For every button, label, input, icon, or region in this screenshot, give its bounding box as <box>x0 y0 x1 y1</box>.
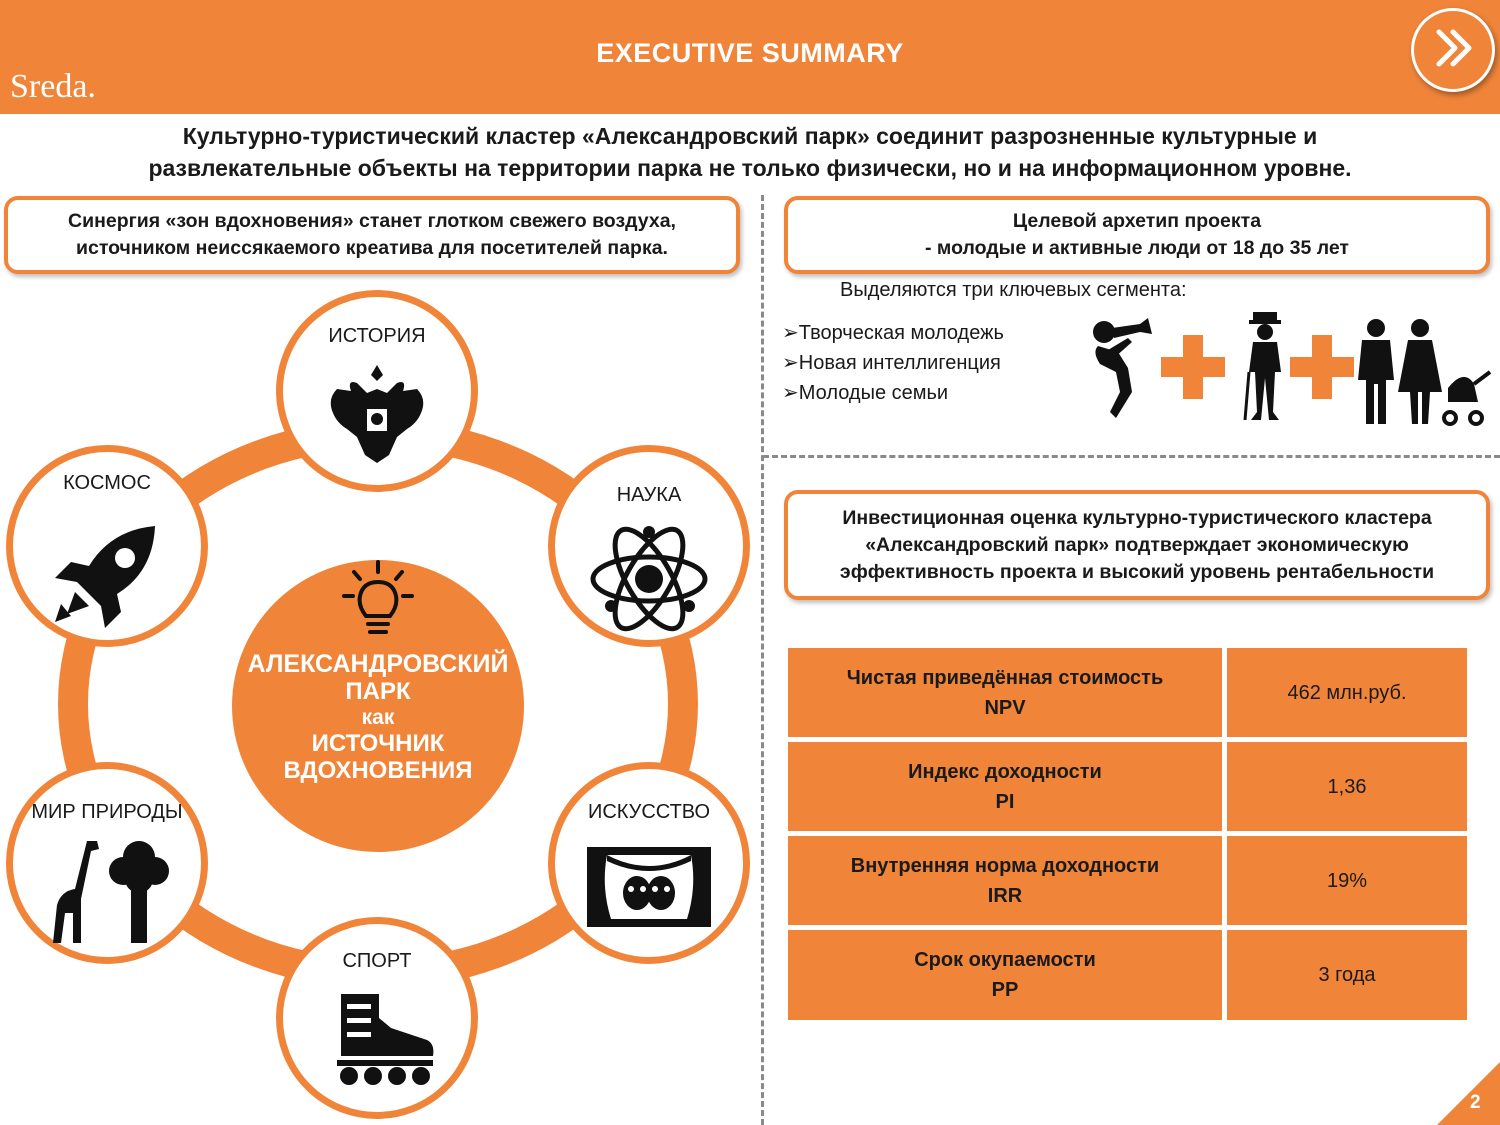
node-space: КОСМОС <box>6 445 208 647</box>
lightbulb-icon <box>338 560 418 642</box>
segments-list <box>782 318 1004 408</box>
slide-title: EXECUTIVE SUMMARY <box>596 38 904 68</box>
double-chevron-right-icon <box>1411 8 1495 92</box>
center-circle: АЛЕКСАНДРОВСКИЙ ПАРК как ИСТОЧНИК ВДОХНОВЕНИЯ <box>232 560 524 852</box>
archetype-box: Целевой архетип проекта - молодые и активные люди от 18 до 35 лет <box>784 196 1490 274</box>
metric-value: 462 млн.руб. <box>1227 648 1467 737</box>
page-number: 2 <box>1470 1092 1481 1113</box>
atom-icon <box>589 524 709 634</box>
synergy-box: Синергия «зон вдохновения» станет глотком свежего воздуха, источником неиссякаемого креатива для посетителей парка. <box>4 196 740 274</box>
page-corner <box>1437 1062 1500 1125</box>
table-row: Чистая приведённая стоимость NPV <box>788 648 1222 737</box>
inline-skate-icon <box>333 988 437 1088</box>
list-item: ➢Новая интеллигенция <box>782 352 1001 374</box>
double-headed-eagle-icon <box>327 359 427 469</box>
node-nature: МИР ПРИРОДЫ <box>6 762 208 964</box>
header-bar <box>0 0 1500 114</box>
metric-value: 1,36 <box>1227 742 1467 831</box>
metric-value: 19% <box>1227 836 1467 925</box>
node-science: НАУКА <box>548 445 750 647</box>
giraffe-tree-icon <box>51 835 171 945</box>
lead-statement: Культурно-туристический кластер «Александровский парк» соединит разрозненные культурные и развлекательные объекты на территории парка не только физически, но и на информационном уровне. <box>148 123 1352 181</box>
trumpeter-icon <box>1088 312 1160 424</box>
table-row: Внутренняя норма доходности IRR <box>788 836 1222 925</box>
metric-value: 3 года <box>1227 930 1467 1020</box>
family-stroller-icon <box>1356 318 1496 428</box>
list-item: ➢Творческая молодежь <box>782 322 1004 344</box>
node-sport: СПОРТ <box>276 917 478 1119</box>
list-item: ➢Молодые семьи <box>782 382 949 404</box>
gentleman-icon <box>1243 312 1287 424</box>
investment-box: Инвестиционная оценка культурно-туристического кластера «Александровский парк» подтверждает экономическую эффективность проекта и высокий уровень рентабельности <box>784 490 1490 600</box>
plus-icon <box>1290 335 1354 399</box>
theater-masks-icon <box>587 847 711 927</box>
vertical-divider <box>761 195 764 1125</box>
horizontal-divider <box>763 455 1500 458</box>
next-slide-button[interactable] <box>1411 8 1495 92</box>
table-row: Срок окупаемости PP <box>788 930 1222 1020</box>
node-history: ИСТОРИЯ <box>276 290 478 492</box>
node-art: ИСКУССТВО <box>548 762 750 964</box>
rocket-icon <box>51 522 161 632</box>
segments-title: Выделяются три ключевых сегмента: <box>840 279 1187 301</box>
brand-logo: Sreda. <box>10 68 96 105</box>
plus-icon <box>1161 335 1225 399</box>
table-row: Индекс доходности PI <box>788 742 1222 831</box>
